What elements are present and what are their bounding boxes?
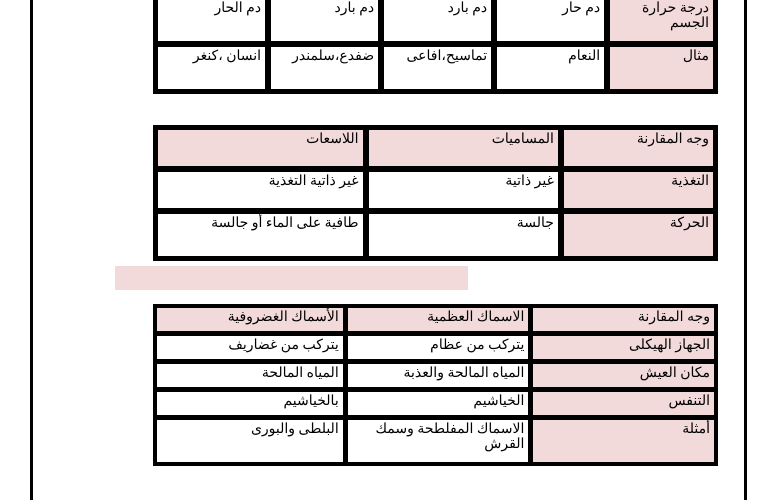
table-cell: يتركب من عظام xyxy=(347,335,530,360)
table-cell: البلطى والبورى xyxy=(156,419,344,463)
table-row xyxy=(156,335,715,360)
table-cell: دم بارد xyxy=(270,0,379,42)
table-cell: جالسة xyxy=(368,213,559,257)
highlight-strip xyxy=(115,266,468,290)
table-cell: وجه المقارنة xyxy=(532,307,715,332)
sponges-cnidarians-table xyxy=(153,125,718,261)
table-cell: غير ذاتية xyxy=(368,171,559,209)
table-row xyxy=(156,391,715,416)
table-cell: اللاسعات xyxy=(157,129,364,167)
page-border-right xyxy=(744,0,747,500)
table-cell: درجة حرارة الجسم xyxy=(609,0,714,42)
table-cell: التنفس xyxy=(532,391,715,416)
table-cell: ضفدع،سلمندر xyxy=(270,46,379,90)
table-row xyxy=(156,419,715,463)
temperature-table xyxy=(153,0,718,94)
table-cell: بالخياشيم xyxy=(156,391,344,416)
table-row xyxy=(157,0,714,42)
table-cell: أمثلة xyxy=(532,419,715,463)
table-cell: غير ذاتية التغذية xyxy=(157,171,364,209)
table-cell: يتركب من غضاريف xyxy=(156,335,344,360)
table-cell: الخياشيم xyxy=(347,391,530,416)
table-cell: مثال xyxy=(609,46,714,90)
table-cell: تماسيح،افاعى xyxy=(383,46,492,90)
table-row xyxy=(157,46,714,90)
table-cell: دم الحار xyxy=(157,0,266,42)
table-cell: الاسماك المفلطحة وسمك القرش xyxy=(347,419,530,463)
table-cell: الاسماك العظمية xyxy=(347,307,530,332)
table-cell: طافية على الماء أو جالسة xyxy=(157,213,364,257)
table-cell: الجهاز الهيكلى xyxy=(532,335,715,360)
table-cell: المياه المالحة والعذبة xyxy=(347,363,530,388)
table-row xyxy=(157,129,714,167)
table-row xyxy=(156,307,715,332)
table-cell: المساميات xyxy=(368,129,559,167)
table-row xyxy=(157,171,714,209)
table-cell: انسان ،كنغر xyxy=(157,46,266,90)
table-cell: دم حار xyxy=(496,0,605,42)
table-cell: التغذية xyxy=(563,171,714,209)
table-cell: وجه المقارنة xyxy=(563,129,714,167)
table-cell: مكان العيش xyxy=(532,363,715,388)
fish-comparison-table xyxy=(153,304,718,466)
table-row xyxy=(157,213,714,257)
table-cell: الحركة xyxy=(563,213,714,257)
table-cell: المياه المالحة xyxy=(156,363,344,388)
table-row xyxy=(156,363,715,388)
table-cell: الأسماك الغضروفية xyxy=(156,307,344,332)
table-cell: دم بارد xyxy=(383,0,492,42)
page-border-left xyxy=(30,0,33,500)
table-cell: النعام xyxy=(496,46,605,90)
